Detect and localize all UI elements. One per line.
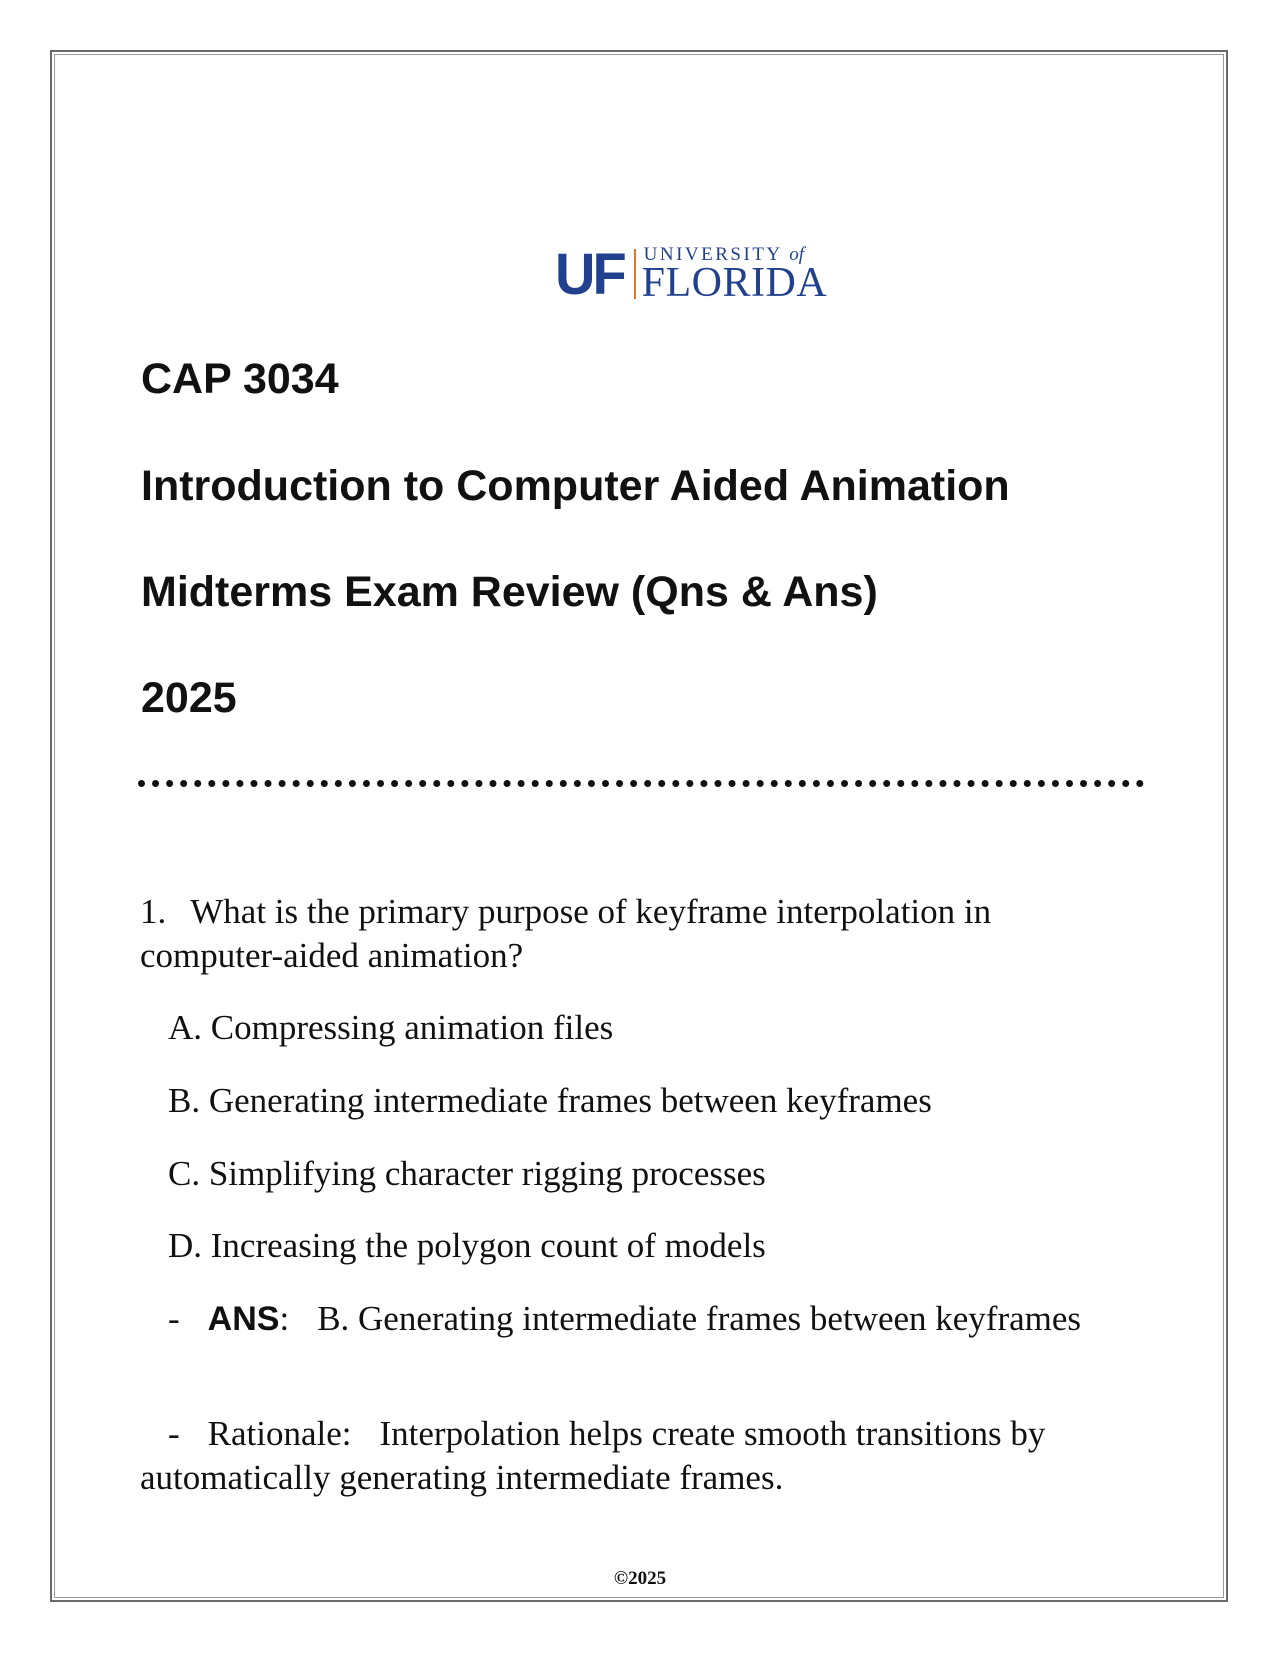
logo-university-word: UNIVERSITY — [643, 243, 782, 265]
answer-separator: : — [279, 1299, 290, 1338]
option-a: A. Compressing animation files — [168, 1008, 614, 1047]
question-text: What is the primary purpose of keyframe interpolation in computer-aided animation? — [140, 892, 992, 975]
answer-dash: - — [168, 1299, 180, 1338]
dotted-divider — [138, 780, 1144, 787]
logo-florida-word: FLORIDA — [641, 259, 828, 306]
course-code: CAP 3034 — [141, 355, 339, 403]
document-title: Midterms Exam Review (Qns & Ans) — [141, 568, 878, 616]
copyright-footer: ©2025 — [613, 1568, 667, 1589]
option-b: B. Generating intermediate frames between keyframes — [168, 1081, 932, 1120]
rationale-label: Rationale: — [207, 1414, 352, 1453]
document-year: 2025 — [141, 674, 237, 722]
course-title: Introduction to Computer Aided Animation — [141, 462, 1010, 510]
university-logo — [555, 240, 828, 307]
rationale-line — [140, 1412, 1120, 1500]
question-number: 1. — [140, 892, 167, 931]
option-d: D. Increasing the polygon count of models — [168, 1226, 766, 1265]
rationale-dash: - — [168, 1414, 180, 1453]
answer-label: ANS — [207, 1300, 280, 1338]
logo-wordmark — [642, 245, 828, 304]
answer-line — [140, 1297, 1120, 1341]
logo-of-word: of — [789, 243, 804, 265]
rationale-text: Interpolation helps create smooth transitions by automatically generating intermediate frames. — [140, 1414, 1046, 1497]
logo-divider — [634, 249, 636, 299]
question-1 — [140, 890, 1120, 978]
option-c: C. Simplifying character rigging processes — [168, 1154, 766, 1193]
logo-mark: UF — [555, 240, 624, 307]
answer-text: B. Generating intermediate frames between keyframes — [317, 1299, 1082, 1338]
